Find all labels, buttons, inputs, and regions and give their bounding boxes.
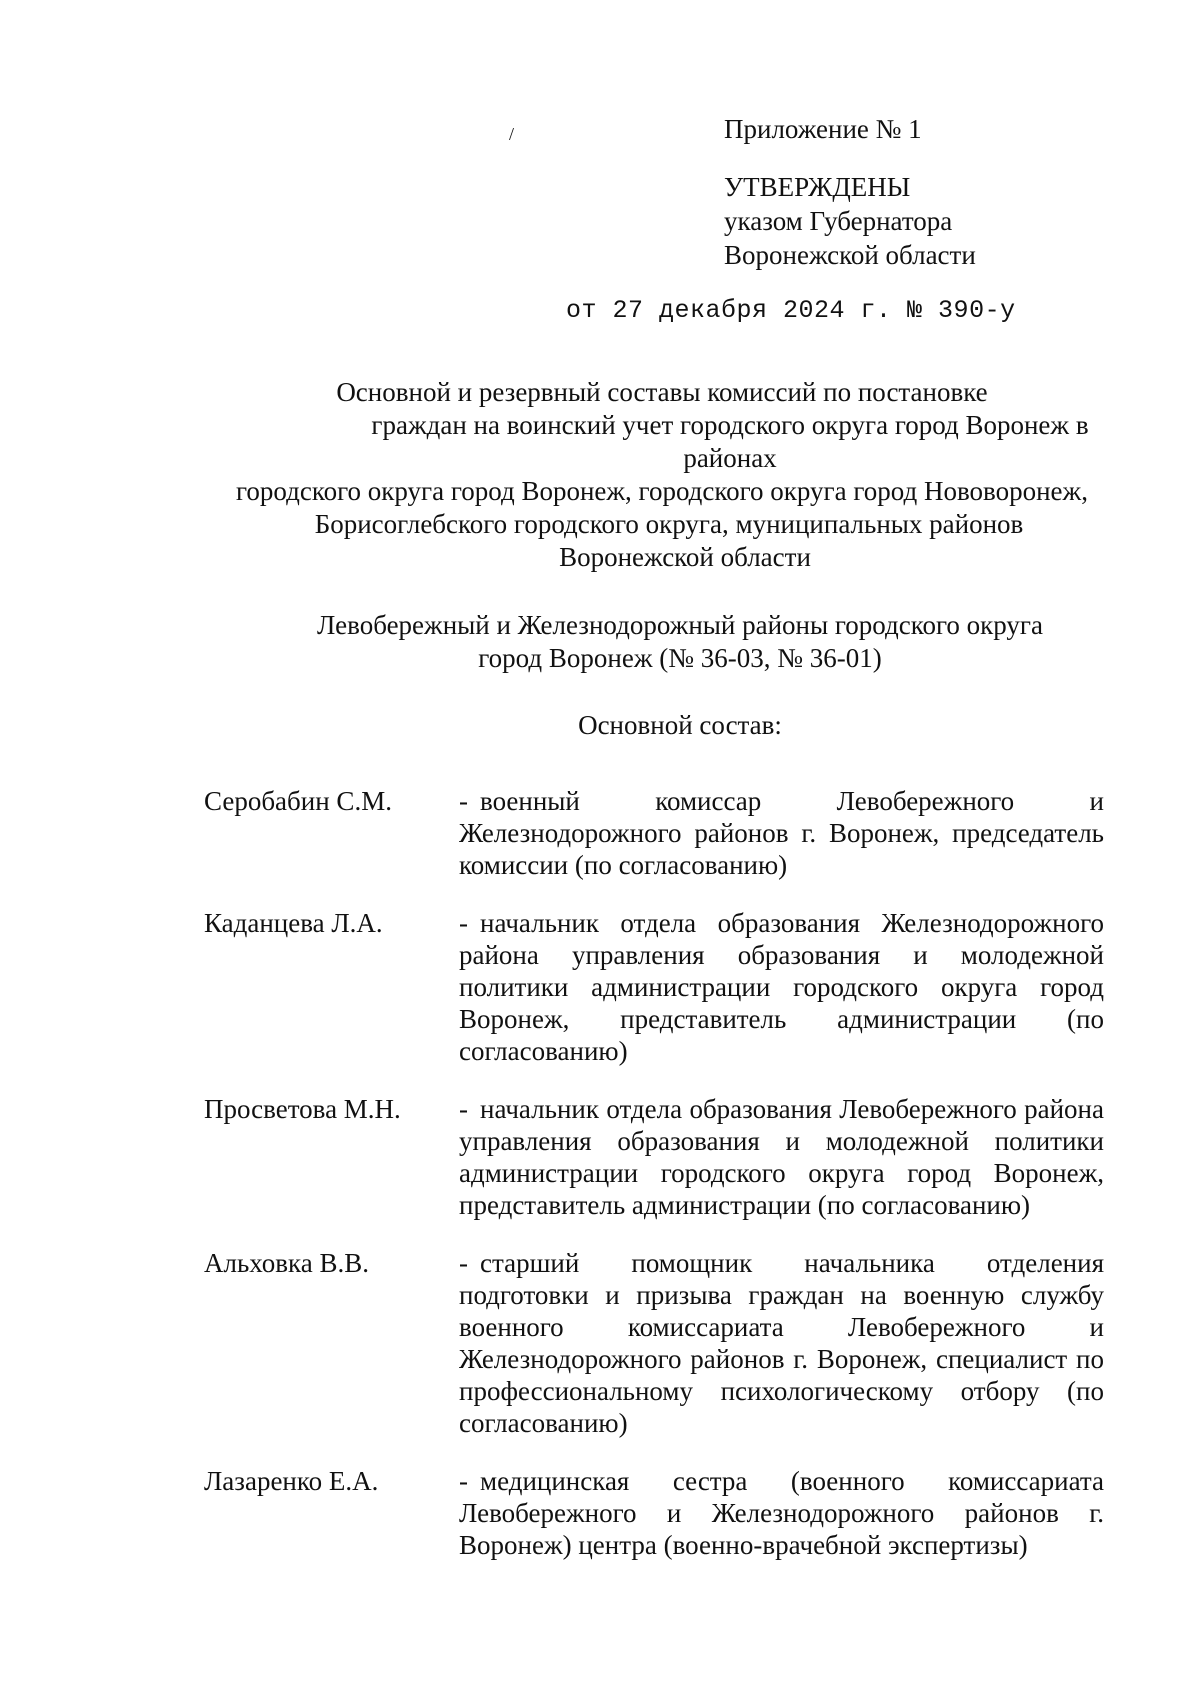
title-line: Борисоглебского городского округа, муниципальных районов	[314, 509, 1024, 539]
approved-label: УТВЕРЖДЕНЫ	[724, 172, 911, 202]
approval-block	[724, 112, 976, 272]
member-name: Серобабин С.М.	[204, 786, 392, 816]
member-role-text: начальник отдела образования Железнодорожного района управления образования и молодежной политики администрации городского округа город Воронеж, представитель администрации (по согласованию)	[459, 908, 1104, 1066]
approved-by-line-2: Воронежской области	[724, 240, 976, 270]
member-role	[459, 1465, 1104, 1561]
approved-by-line-1: указом Губернатора	[724, 206, 953, 236]
dash: -	[459, 1248, 468, 1278]
member-row	[204, 907, 1104, 1067]
composition-heading: Основной состав:	[578, 710, 782, 740]
district-title-line: город Воронеж (№ 36-03, № 36-01)	[478, 643, 882, 673]
member-role-text: начальник отдела образования Левобережного района управления образования и молодежной политики администрации городского округа город Воронеж, представитель администрации (по согласованию)	[459, 1094, 1104, 1220]
title-line: Основной и резервный составы комиссий по постановке	[336, 377, 988, 407]
member-role	[459, 1247, 1104, 1439]
member-role-text: старший помощник начальника отделения подготовки и призыва граждан на военную службу военного комиссариата Левобережного и Железнодорожного районов г. Воронеж, специалист по профессиональному психологическому отбору (по согласованию)	[459, 1248, 1104, 1438]
title-line: городского округа город Воронеж, городского округа город Нововоронеж,	[236, 476, 1088, 506]
document-title	[230, 376, 1130, 574]
dash: -	[459, 908, 468, 938]
member-name: Альховка В.В.	[204, 1248, 369, 1278]
member-role	[459, 785, 1104, 881]
member-name: Лазаренко Е.А.	[204, 1466, 379, 1496]
member-role-text: военный комиссар Левобережного и Железнодорожного районов г. Воронеж, председатель комиссии (по согласованию)	[459, 786, 1104, 880]
decree-date-number: от 27 декабря 2024 г. № 390-у	[566, 296, 1016, 325]
member-name: Каданцева Л.А.	[204, 908, 383, 938]
appendix-label: Приложение № 1	[724, 114, 922, 144]
member-row	[204, 1093, 1104, 1221]
district-title	[250, 609, 1110, 675]
member-role-text: медицинская сестра (военного комиссариата Левобережного и Железнодорожного районов г. Воронеж) центра (военно-врачебной экспертизы)	[459, 1466, 1104, 1560]
member-role	[459, 1093, 1104, 1221]
members-list	[204, 785, 1104, 1587]
member-row	[204, 1247, 1104, 1439]
title-line: граждан на воинский учет городского округа город Воронеж в районах	[371, 410, 1089, 473]
scan-tick-mark: /	[509, 124, 515, 144]
member-role	[459, 907, 1104, 1067]
dash: -	[459, 1094, 468, 1124]
title-line: Воронежской области	[559, 542, 811, 572]
member-name: Просветова М.Н.	[204, 1094, 401, 1124]
member-row	[204, 785, 1104, 881]
dash: -	[459, 1466, 468, 1496]
member-row	[204, 1465, 1104, 1561]
district-title-line: Левобережный и Железнодорожный районы городского округа	[317, 610, 1043, 640]
dash: -	[459, 786, 468, 816]
